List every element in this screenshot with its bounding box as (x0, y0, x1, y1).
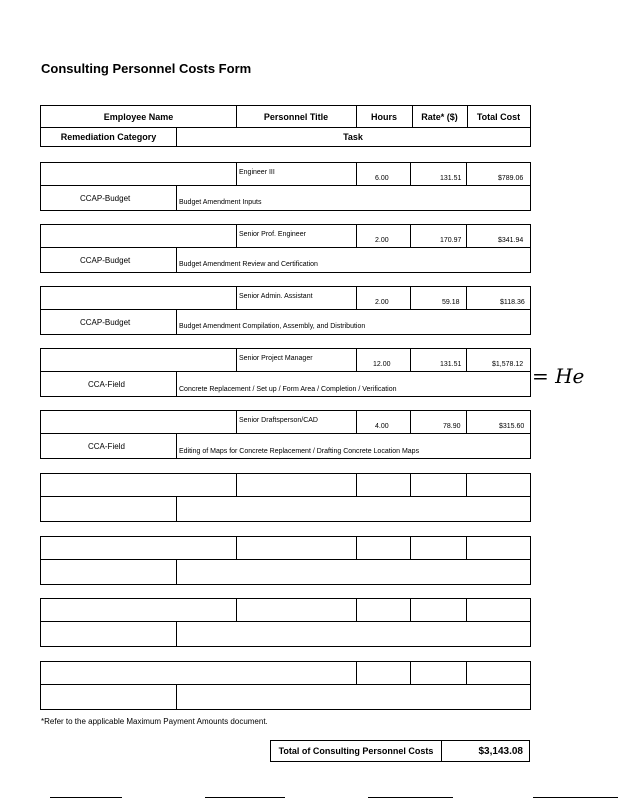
cost-entry (40, 286, 531, 336)
header-personnel-title: Personnel Title (263, 111, 329, 122)
total-label: Total of Consulting Personnel Costs (271, 741, 442, 761)
total-value: $3,143.08 (478, 745, 523, 757)
rate-value: 131.51 (440, 361, 462, 368)
task-description: Budget Amendment Compilation, Assembly, and Distribution (179, 323, 366, 330)
signature-line (533, 797, 618, 798)
total-cost-value: $341.94 (498, 237, 524, 244)
remediation-category: CCAP-Budget (80, 194, 131, 203)
hours-value: 6.00 (375, 175, 389, 182)
empty-cost-entry (40, 598, 531, 648)
total-cost-value: $1,578.12 (492, 361, 524, 368)
total-cost-value: $118.36 (500, 299, 525, 306)
empty-cost-entry (40, 473, 531, 523)
personnel-title: Senior Admin. Assistant (239, 293, 313, 300)
empty-cost-entry (40, 536, 531, 586)
personnel-title: Senior Project Manager (239, 355, 313, 362)
hours-value: 2.00 (375, 299, 389, 306)
header-task: Task (343, 131, 363, 142)
total-cost-value: $789.06 (498, 175, 524, 182)
rate-value: 170.97 (440, 237, 462, 244)
rate-value: 78.90 (443, 423, 461, 430)
header-hours: Hours (370, 111, 397, 122)
header-remediation-category: Remediation Category (60, 131, 157, 142)
task-description: Concrete Replacement / Set up / Form Area / Completion / Verification (179, 386, 397, 393)
total-cost-value: $315.60 (499, 423, 525, 430)
rate-value: 59.18 (442, 299, 460, 306)
header-rate: Rate* ($) (421, 111, 458, 122)
personnel-title: Engineer III (239, 169, 275, 176)
remediation-category: CCA-Field (88, 380, 125, 389)
personnel-title: Senior Draftsperson/CAD (239, 417, 318, 424)
header-total-cost: Total Cost (476, 111, 521, 122)
remediation-category: CCAP-Budget (80, 256, 131, 265)
hours-value: 4.00 (375, 423, 389, 430)
header-employee-name: Employee Name (103, 111, 174, 122)
cost-entry (40, 224, 531, 274)
total-box (270, 740, 530, 762)
footnote: *Refer to the applicable Maximum Payment Amounts document. (41, 717, 268, 726)
empty-cost-entry (40, 661, 531, 711)
signature-line (205, 797, 285, 798)
cost-entry (40, 348, 531, 398)
header-table (40, 105, 531, 147)
form-title: Consulting Personnel Costs Form (41, 61, 252, 76)
task-description: Budget Amendment Inputs (179, 199, 262, 206)
remediation-category: CCA-Field (88, 442, 125, 451)
cost-entry (40, 162, 531, 212)
signature-line (50, 797, 122, 798)
remediation-category: CCAP-Budget (80, 318, 131, 327)
hours-value: 2.00 (375, 237, 389, 244)
task-description: Editing of Maps for Concrete Replacement / Drafting Concrete Location Maps (179, 448, 420, 455)
task-description: Budget Amendment Review and Certification (179, 261, 318, 268)
hours-value: 12.00 (373, 361, 391, 368)
cost-entry (40, 410, 531, 460)
rate-value: 131.51 (440, 175, 462, 182)
signature-line (368, 797, 453, 798)
personnel-title: Senior Prof. Engineer (239, 231, 306, 238)
handwritten-annotation: = He (532, 364, 585, 388)
